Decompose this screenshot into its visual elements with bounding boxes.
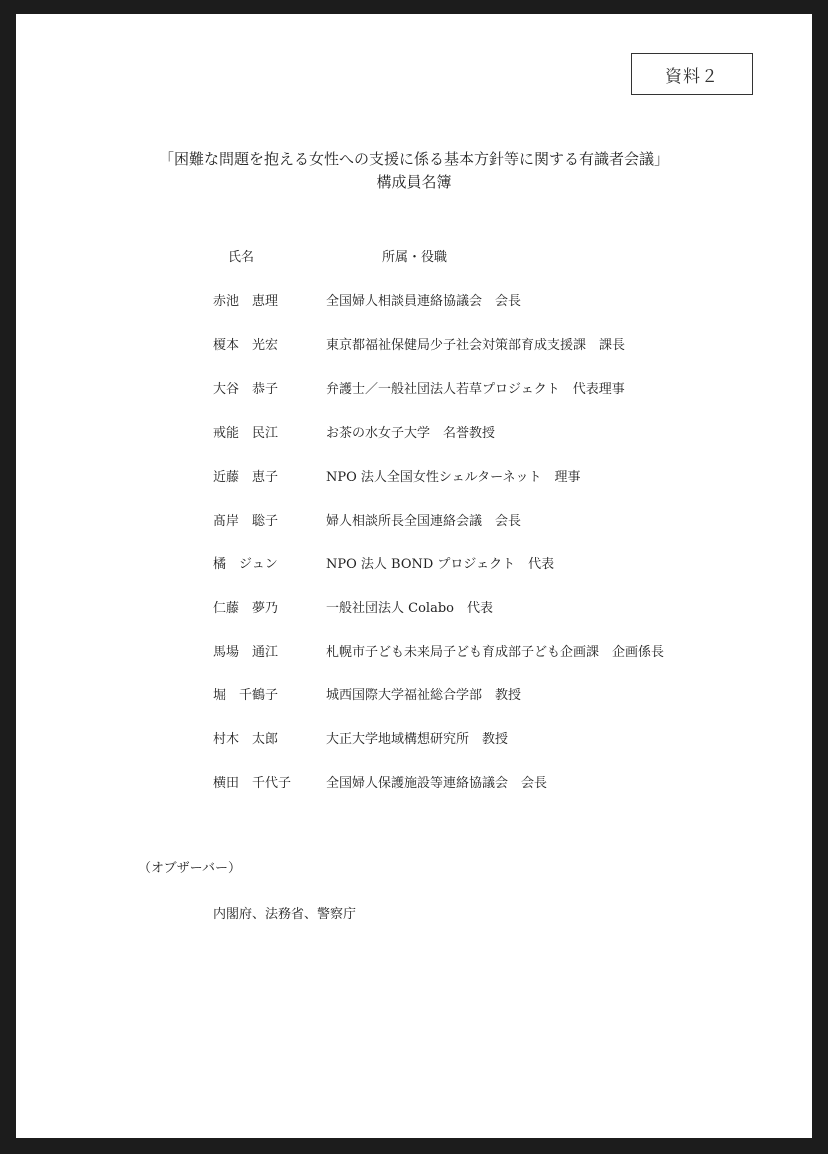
member-affiliation: 全国婦人保護施設等連絡協議会 会長 — [326, 776, 548, 791]
member-row — [16, 422, 812, 442]
member-name: 髙岸 聡子 — [213, 514, 279, 529]
member-affiliation: 弁護士／一般社団法人若草プロジェクト 代表理事 — [326, 382, 625, 397]
member-row — [16, 728, 812, 748]
document-label-box: 資料２ — [631, 53, 753, 95]
member-row — [16, 597, 812, 617]
member-affiliation: 一般社団法人 Colabo 代表 — [326, 601, 493, 616]
document-title: 「困難な問題を抱える女性への支援に係る基本方針等に関する有識者会議」 — [158, 150, 669, 168]
column-header-affiliation: 所属・役職 — [382, 250, 448, 265]
member-affiliation: NPO 法人 BOND プロジェクト 代表 — [326, 557, 555, 572]
observer-label: （オブザーバー） — [138, 861, 241, 876]
column-header-name: 氏名 — [228, 250, 255, 265]
member-name: 村木 太郎 — [213, 732, 279, 747]
member-affiliation: 城西国際大学福祉総合学部 教授 — [326, 688, 522, 703]
member-name: 横田 千代子 — [213, 776, 292, 791]
member-name: 橘 ジュン — [213, 557, 278, 572]
document-page — [16, 14, 812, 1138]
member-affiliation: NPO 法人全国女性シェルターネット 理事 — [326, 470, 581, 485]
member-name: 大谷 恭子 — [213, 382, 279, 397]
member-affiliation: 全国婦人相談員連絡協議会 会長 — [326, 294, 522, 309]
member-name: 馬場 通江 — [213, 645, 279, 660]
member-affiliation: 大正大学地域構想研究所 教授 — [326, 732, 509, 747]
member-row — [16, 378, 812, 398]
member-row — [16, 466, 812, 486]
member-affiliation: お茶の水女子大学 名誉教授 — [326, 426, 496, 441]
member-name: 堀 千鶴子 — [213, 688, 279, 703]
member-row — [16, 641, 812, 661]
observer-value: 内閣府、法務省、警察庁 — [213, 907, 357, 922]
member-name: 戒能 民江 — [213, 426, 279, 441]
member-name: 近藤 恵子 — [213, 470, 279, 485]
member-row — [16, 553, 812, 573]
member-affiliation: 札幌市子ども未来局子ども育成部子ども企画課 企画係長 — [326, 645, 665, 660]
member-row — [16, 290, 812, 310]
member-row — [16, 334, 812, 354]
member-row — [16, 684, 812, 704]
document-subtitle: 構成員名簿 — [376, 173, 452, 191]
member-name: 仁藤 夢乃 — [213, 601, 279, 616]
member-row — [16, 510, 812, 530]
member-affiliation: 婦人相談所長全国連絡会議 会長 — [326, 514, 522, 529]
member-affiliation: 東京都福祉保健局少子社会対策部育成支援課 課長 — [326, 338, 626, 353]
member-name: 榎本 光宏 — [213, 338, 279, 353]
member-row — [16, 772, 812, 792]
member-name: 赤池 恵理 — [213, 294, 279, 309]
